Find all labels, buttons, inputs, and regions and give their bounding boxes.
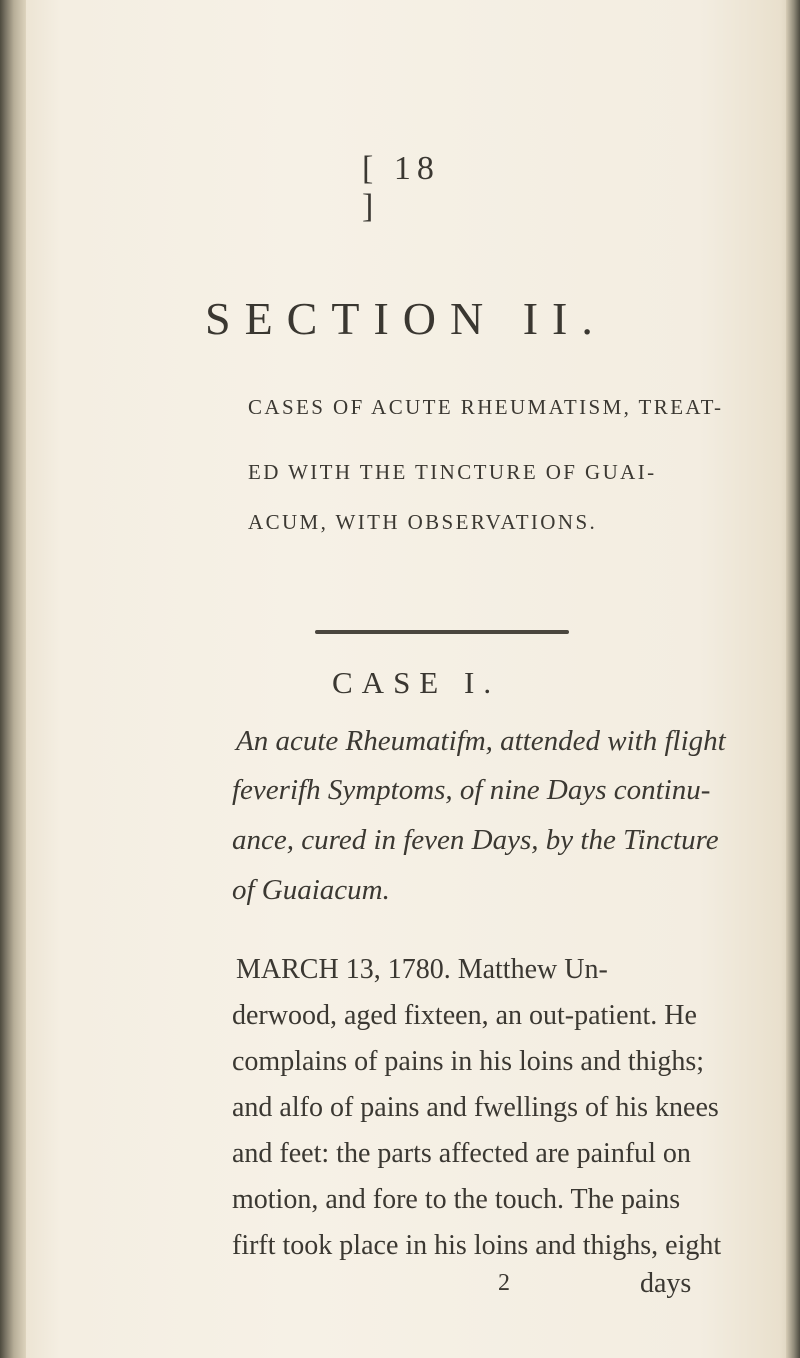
body-text-line: motion, and fore to the touch. The pains [232,1184,681,1215]
case-heading-line: feverifh Symptoms, of nine Days continu- [232,774,711,806]
divider-rule [315,630,569,634]
section-subtitle-line: CASES OF ACUTE RHEUMATISM, TREAT- [248,395,724,419]
body-text-line: and alfo of pains and fwellings of his knees [232,1092,719,1123]
case-heading-line: of Guaiacum. [232,874,390,906]
section-title: SECTION II. [205,293,607,344]
section-subtitle-line: ED WITH THE TINCTURE OF GUAI- [248,460,657,484]
case-title: CASE I. [332,665,501,700]
page-number: [ 18 ] [362,150,440,225]
body-text-line: complains of pains in his loins and thighs; [232,1046,705,1077]
case-heading-line: ance, cured in feven Days, by the Tincture [232,824,719,856]
signature-mark: 2 [498,1270,510,1296]
page-edge [786,0,800,1358]
body-text-line: firft took place in his loins and thighs, eight [232,1230,722,1261]
body-text-line: and feet: the parts affected are painful on [232,1138,691,1169]
body-text-line: derwood, aged fixteen, an out-patient. He [232,1000,697,1031]
body-text-line: MARCH 13, 1780. Matthew Un- [236,954,608,985]
case-heading-line: An acute Rheumatifm, attended with flight [236,725,726,757]
catchword: days [640,1268,692,1299]
section-subtitle-line: ACUM, WITH OBSERVATIONS. [248,510,598,534]
binding-gutter [0,0,26,1358]
